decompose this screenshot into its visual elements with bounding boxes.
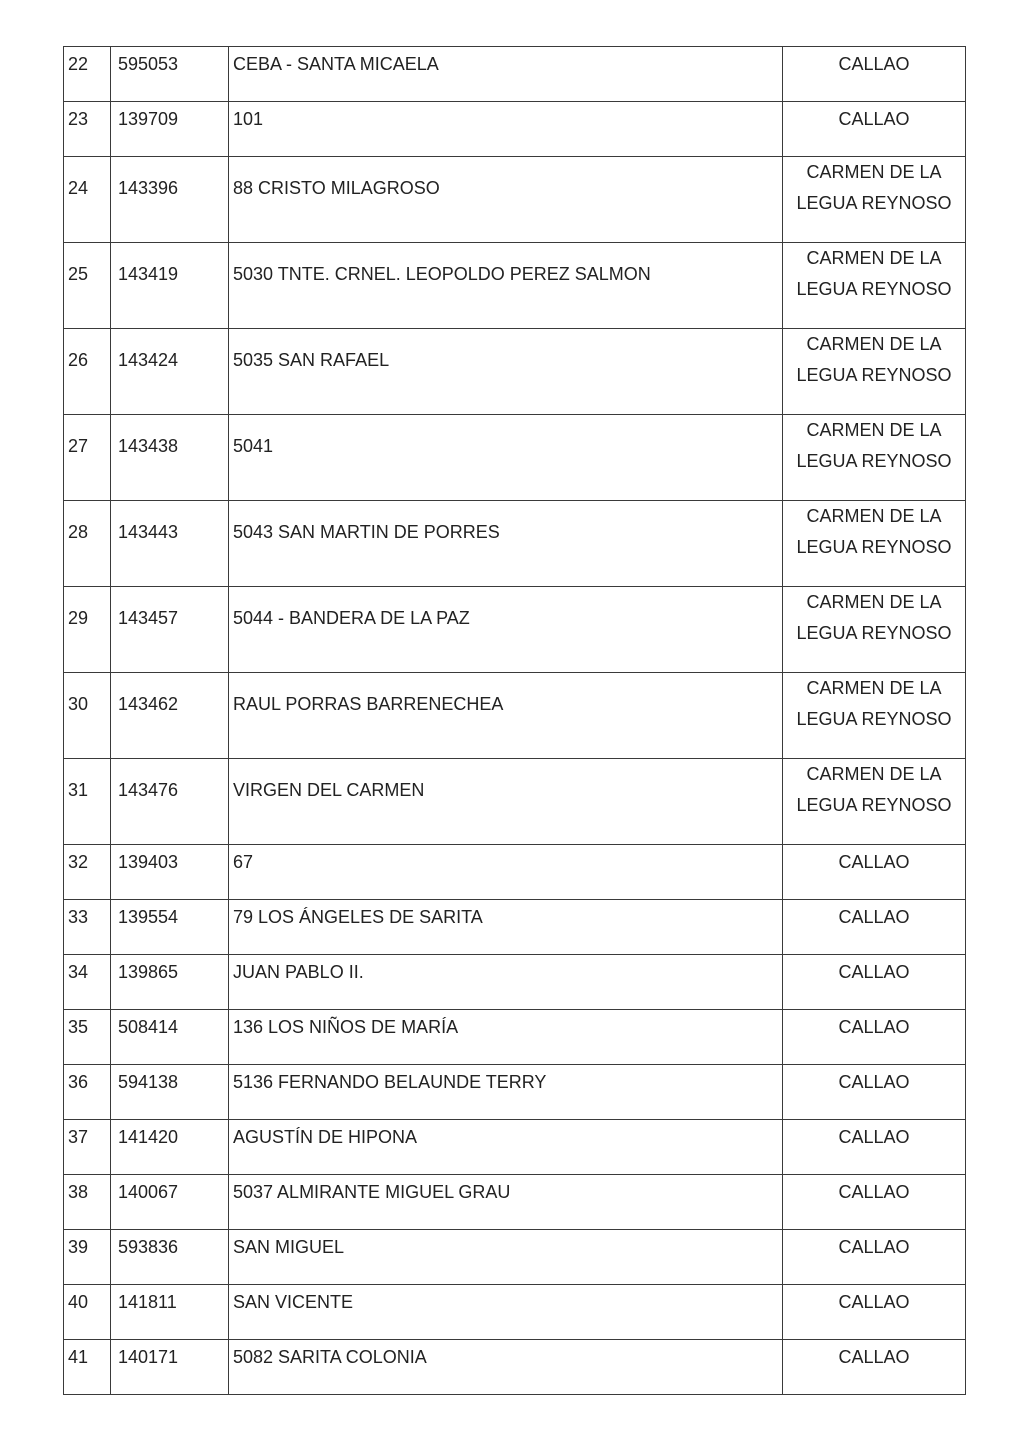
row-number-cell: 22 <box>64 47 111 102</box>
table-row <box>64 157 966 243</box>
table-row <box>64 1175 966 1230</box>
row-number-cell: 25 <box>64 243 111 329</box>
district-cell <box>783 955 966 1010</box>
modular-code-cell: 143396 <box>111 157 229 243</box>
district-line: CARMEN DE LA <box>806 506 942 526</box>
school-name-cell: 5037 ALMIRANTE MIGUEL GRAU <box>229 1175 783 1230</box>
district-line: CALLAO <box>838 54 910 74</box>
table-row <box>64 900 966 955</box>
district-cell <box>783 157 966 243</box>
district-cell <box>783 1120 966 1175</box>
district-line: CALLAO <box>838 1072 910 1092</box>
modular-code-cell: 143462 <box>111 673 229 759</box>
school-name-cell: 136 LOS NIÑOS DE MARÍA <box>229 1010 783 1065</box>
district-cell <box>783 102 966 157</box>
district-line: CALLAO <box>838 1292 910 1312</box>
school-name-cell: 5035 SAN RAFAEL <box>229 329 783 415</box>
district-line: LEGUA REYNOSO <box>796 709 952 729</box>
table-row <box>64 1065 966 1120</box>
row-number-cell: 39 <box>64 1230 111 1285</box>
school-name-cell: 101 <box>229 102 783 157</box>
school-name-cell: JUAN PABLO II. <box>229 955 783 1010</box>
district-cell <box>783 415 966 501</box>
modular-code-cell: 143457 <box>111 587 229 673</box>
district-line: LEGUA REYNOSO <box>796 365 952 385</box>
table-row <box>64 673 966 759</box>
modular-code-cell: 508414 <box>111 1010 229 1065</box>
school-name-cell: 5043 SAN MARTIN DE PORRES <box>229 501 783 587</box>
district-cell <box>783 1285 966 1340</box>
modular-code-cell: 139709 <box>111 102 229 157</box>
district-cell <box>783 845 966 900</box>
district-line: CALLAO <box>838 1347 910 1367</box>
district-cell <box>783 501 966 587</box>
district-cell <box>783 1065 966 1120</box>
table-row <box>64 587 966 673</box>
district-cell <box>783 1340 966 1395</box>
district-line: CARMEN DE LA <box>806 764 942 784</box>
district-cell <box>783 900 966 955</box>
school-name-cell: 88 CRISTO MILAGROSO <box>229 157 783 243</box>
district-cell <box>783 1010 966 1065</box>
row-number-cell: 32 <box>64 845 111 900</box>
modular-code-cell: 143438 <box>111 415 229 501</box>
district-line: CARMEN DE LA <box>806 162 942 182</box>
schools-table <box>63 46 966 1395</box>
row-number-cell: 35 <box>64 1010 111 1065</box>
row-number-cell: 41 <box>64 1340 111 1395</box>
table-row <box>64 955 966 1010</box>
school-name-cell: 5044 - BANDERA DE LA PAZ <box>229 587 783 673</box>
district-line: CARMEN DE LA <box>806 678 942 698</box>
district-cell <box>783 759 966 845</box>
school-name-cell: VIRGEN DEL CARMEN <box>229 759 783 845</box>
table-row <box>64 759 966 845</box>
table-row <box>64 102 966 157</box>
modular-code-cell: 593836 <box>111 1230 229 1285</box>
district-cell <box>783 587 966 673</box>
row-number-cell: 31 <box>64 759 111 845</box>
school-name-cell: 79 LOS ÁNGELES DE SARITA <box>229 900 783 955</box>
row-number-cell: 33 <box>64 900 111 955</box>
table-row <box>64 47 966 102</box>
modular-code-cell: 594138 <box>111 1065 229 1120</box>
modular-code-cell: 139554 <box>111 900 229 955</box>
district-line: LEGUA REYNOSO <box>796 623 952 643</box>
row-number-cell: 29 <box>64 587 111 673</box>
row-number-cell: 26 <box>64 329 111 415</box>
district-cell <box>783 1230 966 1285</box>
district-line: CALLAO <box>838 852 910 872</box>
modular-code-cell: 595053 <box>111 47 229 102</box>
table-row <box>64 329 966 415</box>
modular-code-cell: 141420 <box>111 1120 229 1175</box>
district-line: CARMEN DE LA <box>806 248 942 268</box>
table-row <box>64 501 966 587</box>
table-row <box>64 845 966 900</box>
table-row <box>64 1230 966 1285</box>
district-line: CARMEN DE LA <box>806 420 942 440</box>
district-cell <box>783 329 966 415</box>
school-name-cell: 5030 TNTE. CRNEL. LEOPOLDO PEREZ SALMON <box>229 243 783 329</box>
district-line: CALLAO <box>838 1017 910 1037</box>
school-name-cell: 67 <box>229 845 783 900</box>
district-line: LEGUA REYNOSO <box>796 537 952 557</box>
row-number-cell: 38 <box>64 1175 111 1230</box>
school-name-cell: CEBA - SANTA MICAELA <box>229 47 783 102</box>
school-name-cell: SAN MIGUEL <box>229 1230 783 1285</box>
row-number-cell: 23 <box>64 102 111 157</box>
district-cell <box>783 243 966 329</box>
row-number-cell: 27 <box>64 415 111 501</box>
modular-code-cell: 143443 <box>111 501 229 587</box>
table-row <box>64 1120 966 1175</box>
district-cell <box>783 1175 966 1230</box>
district-line: CALLAO <box>838 1182 910 1202</box>
school-name-cell: AGUSTÍN DE HIPONA <box>229 1120 783 1175</box>
table-row <box>64 1285 966 1340</box>
row-number-cell: 36 <box>64 1065 111 1120</box>
row-number-cell: 37 <box>64 1120 111 1175</box>
row-number-cell: 40 <box>64 1285 111 1340</box>
district-line: CALLAO <box>838 962 910 982</box>
modular-code-cell: 140067 <box>111 1175 229 1230</box>
row-number-cell: 28 <box>64 501 111 587</box>
district-line: CALLAO <box>838 1237 910 1257</box>
district-cell <box>783 47 966 102</box>
school-name-cell: 5041 <box>229 415 783 501</box>
school-name-cell: 5082 SARITA COLONIA <box>229 1340 783 1395</box>
school-name-cell: RAUL PORRAS BARRENECHEA <box>229 673 783 759</box>
row-number-cell: 34 <box>64 955 111 1010</box>
table-row <box>64 1340 966 1395</box>
school-name-cell: 5136 FERNANDO BELAUNDE TERRY <box>229 1065 783 1120</box>
district-line: CALLAO <box>838 1127 910 1147</box>
table-row <box>64 243 966 329</box>
modular-code-cell: 143476 <box>111 759 229 845</box>
district-line: LEGUA REYNOSO <box>796 193 952 213</box>
district-cell <box>783 673 966 759</box>
schools-table-body <box>64 47 966 1395</box>
district-line: CARMEN DE LA <box>806 334 942 354</box>
modular-code-cell: 139865 <box>111 955 229 1010</box>
district-line: LEGUA REYNOSO <box>796 795 952 815</box>
row-number-cell: 24 <box>64 157 111 243</box>
row-number-cell: 30 <box>64 673 111 759</box>
modular-code-cell: 143424 <box>111 329 229 415</box>
district-line: CALLAO <box>838 907 910 927</box>
district-line: CARMEN DE LA <box>806 592 942 612</box>
district-line: LEGUA REYNOSO <box>796 279 952 299</box>
table-row <box>64 415 966 501</box>
modular-code-cell: 140171 <box>111 1340 229 1395</box>
school-name-cell: SAN VICENTE <box>229 1285 783 1340</box>
modular-code-cell: 143419 <box>111 243 229 329</box>
modular-code-cell: 141811 <box>111 1285 229 1340</box>
district-line: LEGUA REYNOSO <box>796 451 952 471</box>
table-row <box>64 1010 966 1065</box>
district-line: CALLAO <box>838 109 910 129</box>
modular-code-cell: 139403 <box>111 845 229 900</box>
